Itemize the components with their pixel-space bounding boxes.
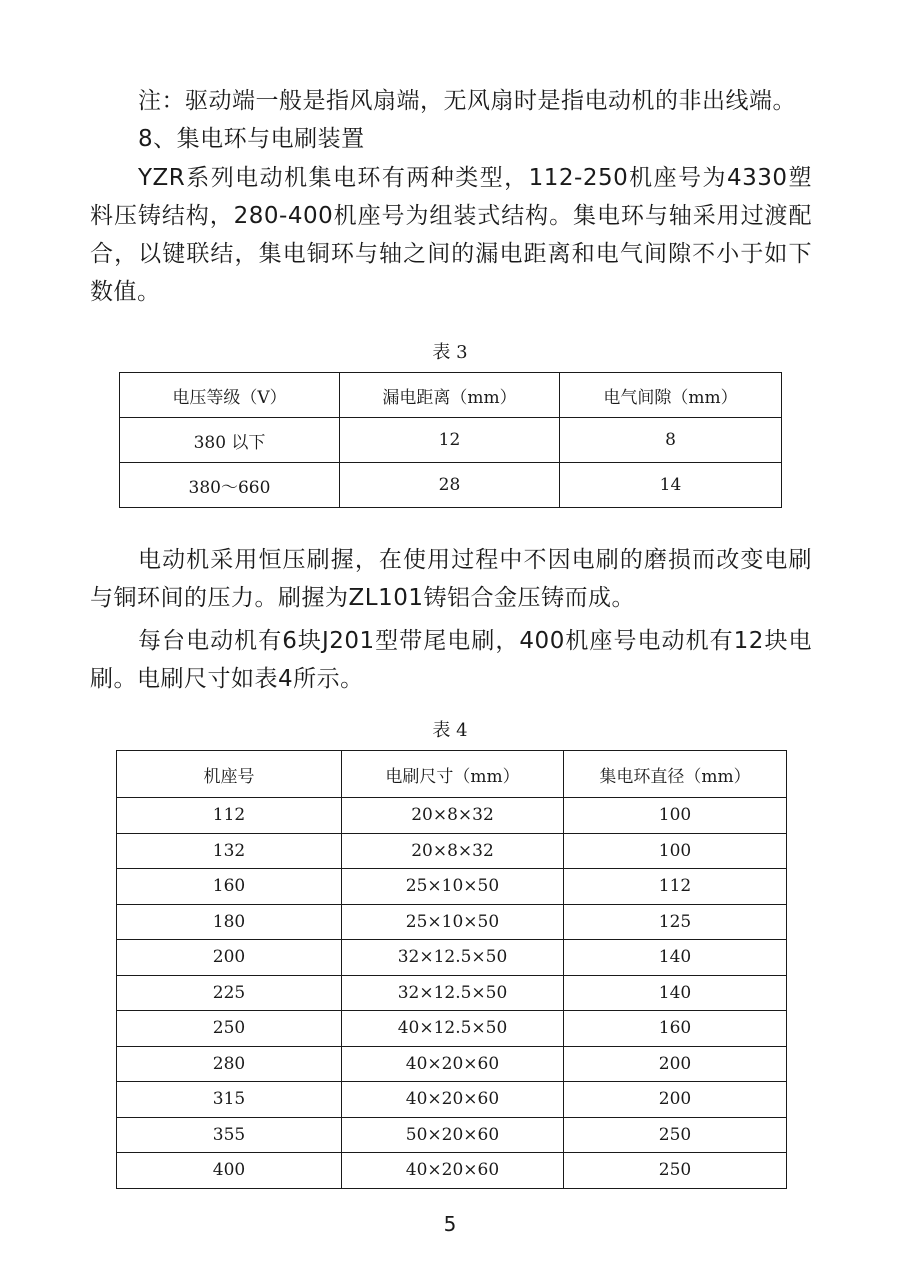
table-row <box>117 975 787 1011</box>
table-cell: 40×20×60 <box>342 1082 564 1118</box>
table-row <box>120 418 782 463</box>
table-cell: 8 <box>560 418 782 463</box>
table-row <box>120 463 782 508</box>
table-cell: 380～660 <box>120 463 340 508</box>
table4 <box>116 750 787 1189</box>
table-cell: 140 <box>564 975 787 1011</box>
table-cell: 180 <box>117 904 342 940</box>
table-cell: 40×20×60 <box>342 1153 564 1189</box>
table-cell: 355 <box>117 1117 342 1153</box>
table-cell: 40×12.5×50 <box>342 1011 564 1047</box>
table-cell: 20×8×32 <box>342 798 564 834</box>
table-cell: 140 <box>564 940 787 976</box>
brush-count-paragraph: 每台电动机有6块J201型带尾电刷，400机座号电动机有12块电刷。电刷尺寸如表4所示。 <box>90 628 812 692</box>
table-cell: 132 <box>117 833 342 869</box>
table-cell: 25×10×50 <box>342 869 564 905</box>
table-header-cell: 集电环直径（mm） <box>564 751 787 798</box>
table-row <box>117 1046 787 1082</box>
page-number: 5 <box>443 1212 457 1236</box>
table3 <box>119 372 782 508</box>
table-row <box>117 1153 787 1189</box>
table-row <box>117 1082 787 1118</box>
table-cell: 100 <box>564 833 787 869</box>
table-cell: 50×20×60 <box>342 1117 564 1153</box>
table-cell: 25×10×50 <box>342 904 564 940</box>
table-cell: 200 <box>564 1082 787 1118</box>
section-heading: 8、集电环与电刷装置 <box>138 126 365 152</box>
table-cell: 160 <box>564 1011 787 1047</box>
table-cell: 32×12.5×50 <box>342 975 564 1011</box>
table-row <box>117 1117 787 1153</box>
table-header-cell: 电压等级（V） <box>120 373 340 418</box>
table-cell: 280 <box>117 1046 342 1082</box>
table-header-cell: 漏电距离（mm） <box>340 373 560 418</box>
brush-holder-paragraph: 电动机采用恒压刷握，在使用过程中不因电刷的磨损而改变电刷与铜环间的压力。刷握为ZL101铸铝合金压铸而成。 <box>90 547 812 611</box>
table-row <box>117 940 787 976</box>
table-header-cell: 电刷尺寸（mm） <box>342 751 564 798</box>
table-cell: 315 <box>117 1082 342 1118</box>
table-row <box>117 869 787 905</box>
table-cell: 28 <box>340 463 560 508</box>
table-cell: 400 <box>117 1153 342 1189</box>
table-row <box>117 1011 787 1047</box>
table-cell: 14 <box>560 463 782 508</box>
table-cell: 12 <box>340 418 560 463</box>
table-header-cell: 电气间隙（mm） <box>560 373 782 418</box>
table-header-row <box>120 373 782 418</box>
table-cell: 100 <box>564 798 787 834</box>
table-cell: 160 <box>117 869 342 905</box>
table-cell: 125 <box>564 904 787 940</box>
table-row <box>117 904 787 940</box>
note-paragraph: 注：驱动端一般是指风扇端，无风扇时是指电动机的非出线端。 <box>138 88 796 114</box>
table-header-row <box>117 751 787 798</box>
collector-ring-paragraph: YZR系列电动机集电环有两种类型，112-250机座号为4330塑料压铸结构，280-400机座号为组装式结构。集电环与轴采用过渡配合，以键联结，集电铜环与轴之间的漏电距离和电气间隙不小于如下数值。 <box>90 165 812 305</box>
table-cell: 200 <box>117 940 342 976</box>
table-cell: 380 以下 <box>120 418 340 463</box>
table-cell: 250 <box>564 1153 787 1189</box>
table4-caption: 表 4 <box>432 720 468 741</box>
table-cell: 200 <box>564 1046 787 1082</box>
table-cell: 112 <box>117 798 342 834</box>
table-cell: 250 <box>564 1117 787 1153</box>
table3-caption: 表 3 <box>432 342 468 363</box>
table-cell: 250 <box>117 1011 342 1047</box>
table-cell: 32×12.5×50 <box>342 940 564 976</box>
table-row <box>117 833 787 869</box>
table-cell: 40×20×60 <box>342 1046 564 1082</box>
table-row <box>117 798 787 834</box>
table-cell: 225 <box>117 975 342 1011</box>
table-header-cell: 机座号 <box>117 751 342 798</box>
table-cell: 20×8×32 <box>342 833 564 869</box>
table-cell: 112 <box>564 869 787 905</box>
